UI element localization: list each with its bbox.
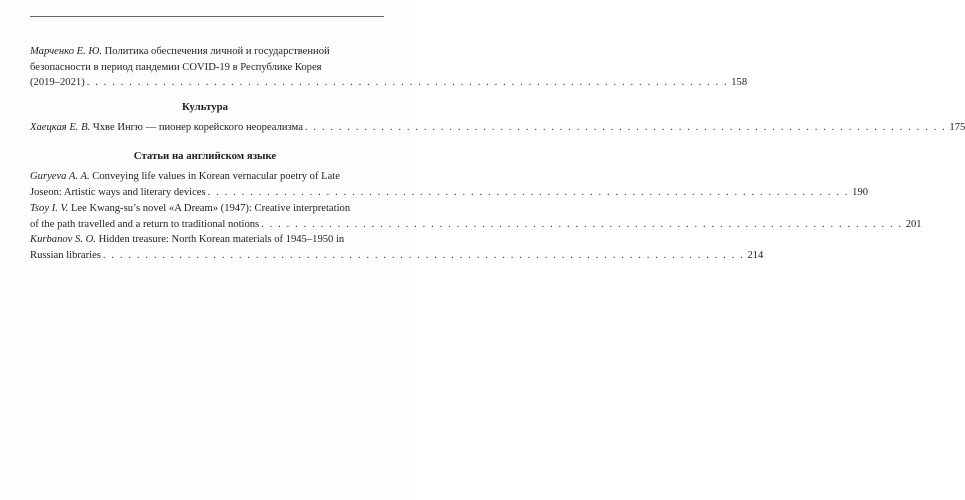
toc-entry-marchenko[interactable] xyxy=(30,44,748,91)
toc-entry-kurbanov[interactable] xyxy=(30,232,764,263)
dot-leader: . . . . . . . . . . . . . . . . . . . . . . . . . . . . . . . . . . . . . . . . . . . . . . . . . . . . . . . . . . . . . . . . . . . . . . . . . . . . xyxy=(261,218,903,230)
toc-entry-guryeva[interactable] xyxy=(30,169,869,200)
entry-title-last-line: (2019–2021) xyxy=(30,77,85,88)
dot-leader: . . . . . . . . . . . . . . . . . . . . . . . . . . . . . . . . . . . . . . . . . . . . . . . . . . . . . . . . . . . . . . . . . . . . . . . . . . . . xyxy=(207,186,850,198)
entry-page-number: 201 xyxy=(905,218,922,230)
entry-author: Tsoy I. V. xyxy=(30,203,69,214)
entry-title-line-1: Политика обеспечения личной и государственной xyxy=(104,46,330,57)
entry-title-last-line: Russian libraries xyxy=(30,249,101,261)
dot-leader: . . . . . . . . . . . . . . . . . . . . . . . . . . . . . . . . . . . . . . . . . . . . . . . . . . . . . . . . . . . . . . . . . . . . . . . . . . . . xyxy=(86,77,729,88)
dot-leader: . . . . . . . . . . . . . . . . . . . . . . . . . . . . . . . . . . . . . . . . . . . . . . . . . . . . . . . . . . . . . . . . . . . . . . . . . . . . xyxy=(102,249,745,261)
entry-title-line-1: Hidden treasure: North Korean materials of 1945–1950 in xyxy=(98,234,345,245)
section-heading-culture: Культура xyxy=(181,101,228,113)
entry-author: Kurbanov S. O. xyxy=(30,234,96,245)
entry-title-line-1: Conveying life values in Korean vernacular poetry of Late xyxy=(92,171,340,182)
top-rule xyxy=(30,16,384,17)
entry-last-line xyxy=(30,75,748,91)
entry-author: Хаецкая Е. В. xyxy=(30,122,91,133)
toc-entry-tsoy[interactable] xyxy=(30,201,922,232)
toc-entry-khaetskaya[interactable] xyxy=(30,120,965,136)
entry-first-line xyxy=(30,232,382,248)
entry-author: Марченко Е. Ю. xyxy=(30,46,102,57)
entry-first-line xyxy=(30,44,382,60)
entry-title: Чхве Ингю — пионер корейского неореализма xyxy=(92,122,303,133)
entry-last-line xyxy=(30,185,869,201)
entry-title-line-1: Lee Kwang-su’s novel «A Dream» (1947): Creative interpretation xyxy=(70,203,351,214)
entry-title-last-line: of the path travelled and a return to traditional notions xyxy=(30,218,260,230)
entry-last-line xyxy=(30,217,922,233)
entry-page-number: 158 xyxy=(731,77,748,88)
entry-single-line xyxy=(30,120,965,136)
entry-last-line xyxy=(30,248,764,264)
entry-author: Guryeva A. A. xyxy=(30,171,90,182)
entry-page-number: 175 xyxy=(949,122,965,133)
entry-title-last-line: Joseon: Artistic ways and literary devices xyxy=(30,186,206,198)
entry-first-line xyxy=(30,169,382,185)
entry-title-last-line xyxy=(30,120,303,136)
entry-page-number: 214 xyxy=(747,249,764,261)
entry-page-number: 190 xyxy=(852,186,869,198)
section-heading-english-articles: Статьи на английском языке xyxy=(133,150,277,162)
entry-first-line xyxy=(30,201,382,217)
dot-leader: . . . . . . . . . . . . . . . . . . . . . . . . . . . . . . . . . . . . . . . . . . . . . . . . . . . . . . . . . . . . . . . . . . . . . . . . . . . . xyxy=(304,122,947,133)
entry-title-line-2: безопасности в период пандемии COVID-19 в Республике Корея xyxy=(30,61,322,73)
